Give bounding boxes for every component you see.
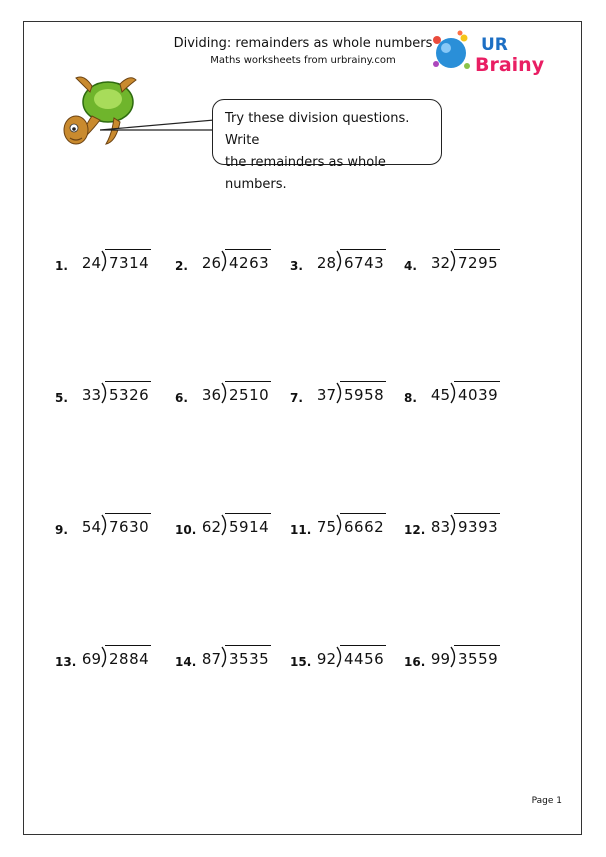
division-bar [340,645,386,646]
problem-divisor: 45 [430,386,450,404]
division-bar [105,645,151,646]
problem-dividend: 4039 [458,386,499,404]
speech-bubble-tail [100,118,220,148]
problem-divisor: 28 [316,254,336,272]
problem-divisor: 37 [316,386,336,404]
division-bar [225,249,271,250]
division-problem [404,378,544,418]
problem-dividend: 9393 [458,518,499,536]
problem-divisor: 62 [201,518,221,536]
problem-dividend: 3535 [229,650,270,668]
turtle-mascot-icon [62,72,142,162]
problem-dividend: 4456 [344,650,385,668]
problem-dividend: 7630 [109,518,150,536]
problem-number: 8. [404,391,417,405]
problem-number: 5. [55,391,68,405]
page-subtitle: Maths worksheets from urbrainy.com [210,55,396,66]
division-bar [225,645,271,646]
problem-divisor: 36 [201,386,221,404]
problem-number: 6. [175,391,188,405]
division-bar [105,381,151,382]
instruction-line-1: Try these division questions. Write [225,111,410,148]
problem-dividend: 5914 [229,518,270,536]
problem-number: 3. [290,259,303,273]
problem-divisor: 69 [81,650,101,668]
division-bar [225,381,271,382]
problem-number: 11. [290,523,312,537]
problem-dividend: 5326 [109,386,150,404]
division-bar [340,249,386,250]
problem-divisor: 33 [81,386,101,404]
division-problem [404,510,544,550]
division-bar [105,249,151,250]
division-bar [454,513,500,514]
problem-number: 4. [404,259,417,273]
problem-divisor: 83 [430,518,450,536]
problem-dividend: 7295 [458,254,499,272]
problem-number: 9. [55,523,68,537]
svg-text:Brainy: Brainy [475,54,545,76]
problem-divisor: 75 [316,518,336,536]
division-bar [105,513,151,514]
problem-dividend: 3559 [458,650,499,668]
problem-dividend: 4263 [229,254,270,272]
problem-divisor: 87 [201,650,221,668]
problem-divisor: 92 [316,650,336,668]
problem-divisor: 32 [430,254,450,272]
problem-number: 16. [404,655,426,669]
problem-dividend: 6662 [344,518,385,536]
division-problem [55,510,195,550]
division-bar [454,381,500,382]
page-number: Page 1 [531,796,562,806]
division-bar [454,249,500,250]
division-bar [225,513,271,514]
problem-divisor: 99 [430,650,450,668]
svg-text:UR: UR [481,35,508,55]
division-problem [55,378,195,418]
problem-number: 12. [404,523,426,537]
problem-divisor: 54 [81,518,101,536]
problem-number: 14. [175,655,197,669]
problem-number: 15. [290,655,312,669]
problem-number: 10. [175,523,197,537]
problem-dividend: 2884 [109,650,150,668]
division-problem [404,246,544,286]
division-problem [404,642,544,682]
problem-number: 13. [55,655,77,669]
problem-dividend: 6743 [344,254,385,272]
division-bar [340,513,386,514]
division-bar [454,645,500,646]
problem-dividend: 7314 [109,254,150,272]
problem-divisor: 26 [201,254,221,272]
problem-number: 2. [175,259,188,273]
problem-number: 1. [55,259,68,273]
problem-dividend: 5958 [344,386,385,404]
problem-number: 7. [290,391,303,405]
division-problem [55,246,195,286]
problem-dividend: 2510 [229,386,270,404]
ur-brainy-logo-icon [431,28,551,78]
problem-divisor: 24 [81,254,101,272]
division-problem [55,642,195,682]
page-title: Dividing: remainders as whole numbers [173,36,433,51]
instruction-bubble [212,99,442,192]
division-bar [340,381,386,382]
instruction-line-2: the remainders as whole numbers. [225,155,386,192]
